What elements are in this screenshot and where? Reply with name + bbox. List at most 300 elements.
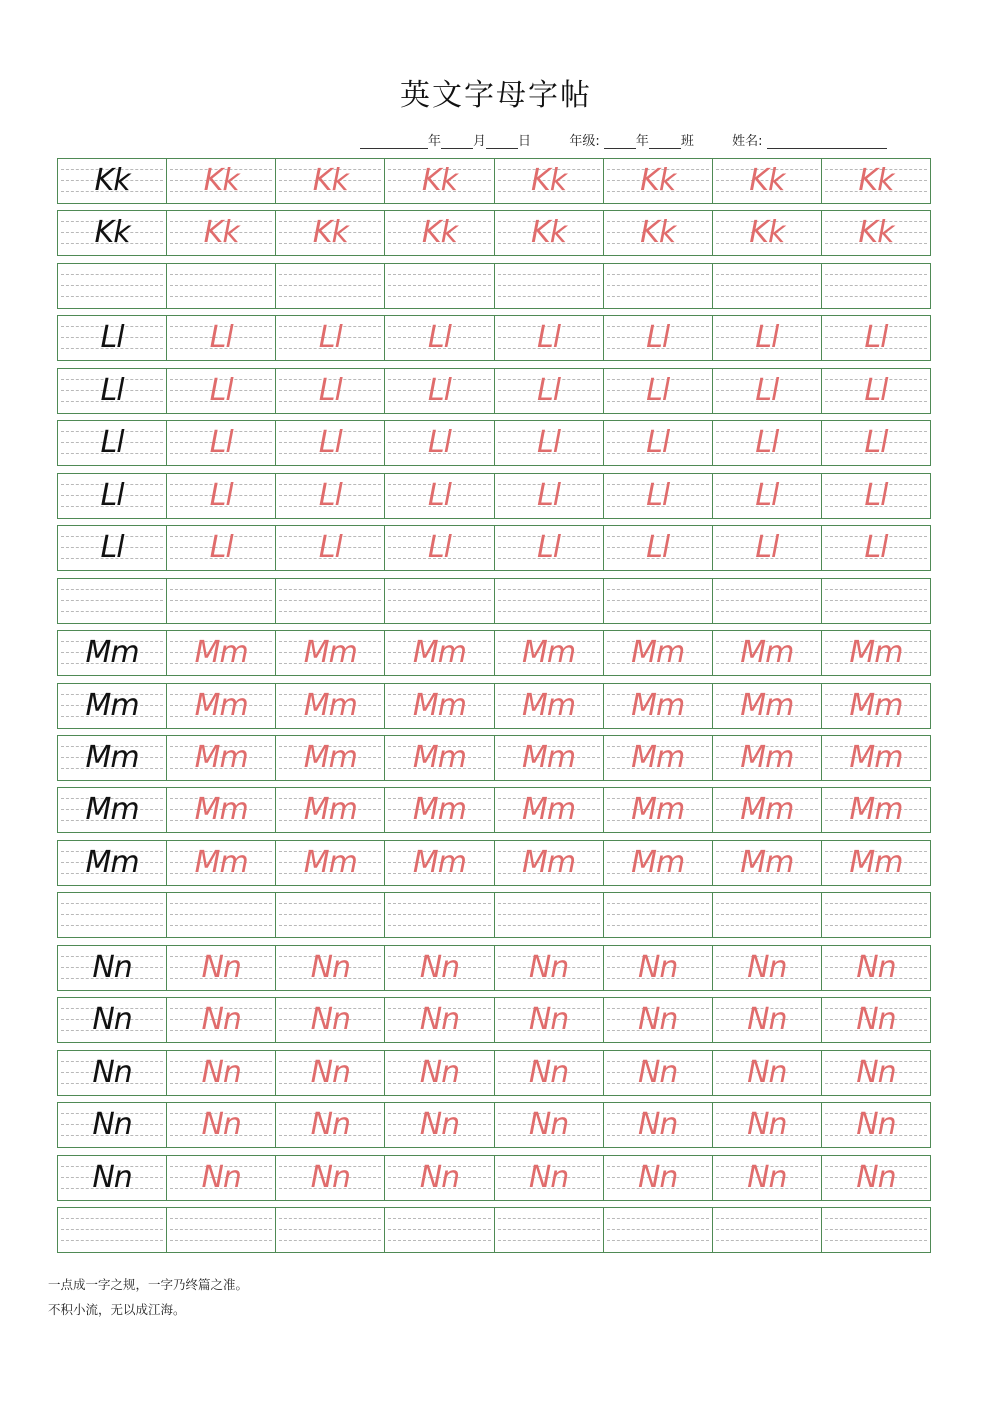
trace-letter: Ll	[318, 530, 342, 565]
trace-letter: Kk	[640, 215, 676, 250]
guide-line	[498, 1218, 600, 1219]
trace-cell[interactable]	[385, 893, 494, 937]
guide-line	[825, 1229, 927, 1230]
trace-cell[interactable]	[495, 474, 604, 518]
trace-letter: Kk	[421, 163, 457, 198]
trace-cell[interactable]	[604, 264, 713, 308]
guide-line	[607, 1229, 709, 1230]
guide-line	[716, 589, 818, 590]
trace-cell[interactable]	[276, 159, 385, 203]
trace-letter: Mm	[303, 740, 357, 775]
trace-letter: Kk	[312, 163, 348, 198]
trace-cell[interactable]	[495, 998, 604, 1042]
trace-cell[interactable]	[276, 264, 385, 308]
trace-cell[interactable]	[276, 893, 385, 937]
trace-cell[interactable]	[495, 788, 604, 832]
trace-cell[interactable]	[276, 684, 385, 728]
trace-letter: Mm	[412, 740, 466, 775]
guide-line	[825, 1240, 927, 1241]
trace-cell[interactable]	[385, 264, 494, 308]
trace-cell[interactable]	[713, 893, 822, 937]
trace-letter: Nn	[637, 1107, 678, 1142]
trace-letter: Ll	[646, 320, 670, 355]
trace-cell[interactable]	[713, 736, 822, 780]
trace-cell[interactable]	[822, 841, 930, 885]
trace-cell[interactable]	[167, 1156, 276, 1200]
trace-cell[interactable]	[276, 526, 385, 570]
trace-cell[interactable]	[713, 841, 822, 885]
guide-line	[279, 1229, 381, 1230]
trace-cell[interactable]	[167, 684, 276, 728]
trace-letter: Nn	[637, 1160, 678, 1195]
model-cell[interactable]	[58, 788, 167, 832]
trace-cell[interactable]	[276, 211, 385, 255]
guide-line	[825, 903, 927, 904]
trace-cell[interactable]	[167, 1051, 276, 1095]
trace-cell[interactable]	[385, 841, 494, 885]
guide-line	[388, 285, 490, 286]
trace-cell[interactable]	[604, 631, 713, 675]
trace-cell[interactable]	[495, 946, 604, 990]
trace-letter: Nn	[201, 950, 241, 985]
trace-cell[interactable]	[385, 1051, 494, 1095]
trace-cell[interactable]	[822, 946, 930, 990]
trace-cell[interactable]	[822, 579, 930, 623]
trace-cell[interactable]	[604, 1208, 713, 1252]
trace-letter: Nn	[419, 1160, 460, 1195]
practice-row	[57, 525, 931, 571]
trace-letter: Ll	[864, 478, 888, 513]
trace-letter: Mm	[194, 792, 248, 827]
trace-letter: Nn	[747, 1002, 787, 1037]
trace-cell[interactable]	[495, 631, 604, 675]
trace-cell[interactable]	[713, 211, 822, 255]
guide-line	[279, 925, 381, 926]
guide-line	[61, 611, 163, 612]
trace-cell[interactable]	[604, 316, 713, 360]
trace-cell[interactable]	[604, 159, 713, 203]
trace-cell[interactable]	[167, 893, 276, 937]
footer-quote-1: 一点成一字之规，一字乃终篇之准。	[48, 1277, 249, 1292]
trace-cell[interactable]	[276, 631, 385, 675]
trace-cell[interactable]	[713, 264, 822, 308]
trace-cell[interactable]	[167, 264, 276, 308]
class-blank[interactable]	[649, 136, 681, 149]
trace-cell[interactable]	[495, 316, 604, 360]
trace-letter: Kk	[421, 215, 457, 250]
trace-cell[interactable]	[495, 369, 604, 413]
model-cell[interactable]	[58, 893, 167, 937]
model-cell[interactable]	[58, 841, 167, 885]
trace-cell[interactable]	[495, 526, 604, 570]
guide-line	[716, 274, 818, 275]
trace-letter: Mm	[194, 845, 248, 880]
guide-line	[498, 914, 600, 915]
model-cell[interactable]	[58, 631, 167, 675]
practice-row	[57, 263, 931, 309]
guide-line	[388, 1218, 490, 1219]
trace-cell[interactable]	[276, 736, 385, 780]
guide-line	[388, 1240, 490, 1241]
trace-letter: Ll	[755, 373, 779, 408]
grade-year-blank[interactable]	[604, 136, 636, 149]
trace-cell[interactable]	[495, 1103, 604, 1147]
trace-cell[interactable]	[713, 631, 822, 675]
trace-cell[interactable]	[167, 474, 276, 518]
practice-row	[57, 787, 931, 833]
model-cell[interactable]	[58, 316, 167, 360]
model-letter: Nn	[92, 1160, 132, 1195]
trace-cell[interactable]	[495, 893, 604, 937]
model-letter: Mm	[85, 845, 139, 880]
trace-letter: Nn	[856, 950, 896, 985]
class-label: 班	[680, 134, 694, 149]
trace-cell[interactable]	[822, 788, 930, 832]
trace-cell[interactable]	[604, 1156, 713, 1200]
trace-letter: Mm	[303, 845, 357, 880]
trace-cell[interactable]	[167, 998, 276, 1042]
trace-cell[interactable]	[713, 1103, 822, 1147]
trace-cell[interactable]	[276, 998, 385, 1042]
trace-cell[interactable]	[713, 526, 822, 570]
trace-cell[interactable]	[385, 211, 494, 255]
trace-cell[interactable]	[385, 526, 494, 570]
trace-cell[interactable]	[822, 736, 930, 780]
trace-cell[interactable]	[604, 736, 713, 780]
trace-cell[interactable]	[167, 211, 276, 255]
practice-row	[57, 1102, 931, 1148]
trace-cell[interactable]	[276, 579, 385, 623]
trace-cell[interactable]	[495, 211, 604, 255]
trace-cell[interactable]	[822, 474, 930, 518]
guide-line	[170, 1218, 272, 1219]
trace-cell[interactable]	[713, 684, 822, 728]
trace-letter: Ll	[755, 478, 779, 513]
trace-cell[interactable]	[495, 1051, 604, 1095]
trace-cell[interactable]	[385, 946, 494, 990]
trace-letter: Nn	[856, 1107, 896, 1142]
trace-cell[interactable]	[604, 841, 713, 885]
model-cell[interactable]	[58, 1156, 167, 1200]
guide-line	[61, 274, 163, 275]
trace-cell[interactable]	[604, 1051, 713, 1095]
trace-cell[interactable]	[713, 159, 822, 203]
trace-letter: Nn	[528, 1002, 569, 1037]
model-cell[interactable]	[58, 159, 167, 203]
trace-cell[interactable]	[167, 788, 276, 832]
trace-cell[interactable]	[822, 316, 930, 360]
trace-cell[interactable]	[385, 1208, 494, 1252]
trace-cell[interactable]	[713, 579, 822, 623]
practice-row	[57, 683, 931, 729]
trace-letter: Mm	[194, 635, 248, 670]
practice-row	[57, 630, 931, 676]
trace-cell[interactable]	[604, 893, 713, 937]
trace-cell[interactable]	[604, 526, 713, 570]
trace-cell[interactable]	[713, 1208, 822, 1252]
trace-cell[interactable]	[167, 526, 276, 570]
trace-cell[interactable]	[713, 788, 822, 832]
model-cell[interactable]	[58, 998, 167, 1042]
guide-line	[716, 600, 818, 601]
trace-letter: Nn	[310, 1107, 351, 1142]
guide-line	[61, 285, 163, 286]
trace-letter: Ll	[209, 425, 233, 460]
trace-cell[interactable]	[713, 998, 822, 1042]
trace-cell[interactable]	[276, 1103, 385, 1147]
model-cell[interactable]	[58, 264, 167, 308]
trace-cell[interactable]	[822, 1156, 930, 1200]
trace-cell[interactable]	[822, 1208, 930, 1252]
trace-letter: Nn	[856, 1160, 896, 1195]
guide-line	[825, 296, 927, 297]
trace-letter: Nn	[856, 1002, 896, 1037]
trace-cell[interactable]	[713, 421, 822, 465]
trace-cell[interactable]	[385, 736, 494, 780]
name-label: 姓名:	[732, 134, 763, 149]
trace-cell[interactable]	[276, 369, 385, 413]
trace-cell[interactable]	[276, 474, 385, 518]
trace-cell[interactable]	[276, 788, 385, 832]
guide-line	[498, 274, 600, 275]
model-cell[interactable]	[58, 946, 167, 990]
trace-cell[interactable]	[713, 1156, 822, 1200]
trace-letter: Mm	[412, 635, 466, 670]
guide-line	[825, 925, 927, 926]
guide-line	[716, 1240, 818, 1241]
trace-cell[interactable]	[604, 211, 713, 255]
trace-cell[interactable]	[495, 736, 604, 780]
trace-letter: Ll	[209, 373, 233, 408]
trace-letter: Ll	[427, 478, 451, 513]
guide-line	[170, 274, 272, 275]
trace-cell[interactable]	[495, 421, 604, 465]
trace-cell[interactable]	[167, 946, 276, 990]
model-cell[interactable]	[58, 369, 167, 413]
model-letter: Mm	[85, 635, 139, 670]
trace-letter: Ll	[318, 425, 342, 460]
guide-line	[498, 296, 600, 297]
trace-cell[interactable]	[713, 946, 822, 990]
trace-letter: Ll	[755, 530, 779, 565]
year-blank[interactable]	[360, 136, 428, 149]
model-cell[interactable]	[58, 579, 167, 623]
model-cell[interactable]	[58, 1051, 167, 1095]
trace-cell[interactable]	[604, 474, 713, 518]
trace-letter: Nn	[310, 1055, 351, 1090]
trace-letter: Nn	[201, 1055, 241, 1090]
trace-cell[interactable]	[276, 421, 385, 465]
guide-line	[388, 274, 490, 275]
model-cell[interactable]	[58, 421, 167, 465]
trace-letter: Ll	[755, 425, 779, 460]
trace-cell[interactable]	[822, 998, 930, 1042]
trace-letter: Kk	[749, 215, 785, 250]
trace-cell[interactable]	[495, 1156, 604, 1200]
trace-letter: Mm	[522, 688, 576, 723]
trace-cell[interactable]	[385, 631, 494, 675]
trace-cell[interactable]	[822, 421, 930, 465]
guide-line	[388, 903, 490, 904]
trace-cell[interactable]	[713, 474, 822, 518]
trace-letter: Mm	[631, 792, 685, 827]
guide-line	[61, 1240, 163, 1241]
practice-row	[57, 735, 931, 781]
trace-cell[interactable]	[822, 893, 930, 937]
model-cell[interactable]	[58, 1103, 167, 1147]
trace-cell[interactable]	[822, 631, 930, 675]
trace-letter: Ll	[755, 320, 779, 355]
trace-cell[interactable]	[276, 316, 385, 360]
trace-cell[interactable]	[276, 841, 385, 885]
trace-cell[interactable]	[276, 946, 385, 990]
day-blank[interactable]	[486, 136, 518, 149]
trace-cell[interactable]	[604, 998, 713, 1042]
page-title: 英文字母字帖	[400, 78, 592, 113]
trace-cell[interactable]	[385, 1156, 494, 1200]
trace-letter: Nn	[419, 1055, 460, 1090]
trace-letter: Nn	[201, 1160, 241, 1195]
guide-line	[498, 925, 600, 926]
trace-cell[interactable]	[276, 1208, 385, 1252]
trace-cell[interactable]	[167, 631, 276, 675]
trace-cell[interactable]	[167, 736, 276, 780]
model-letter: Ll	[100, 425, 124, 460]
trace-cell[interactable]	[822, 369, 930, 413]
guide-line	[607, 1240, 709, 1241]
guide-line	[388, 296, 490, 297]
trace-letter: Kk	[531, 215, 567, 250]
trace-cell[interactable]	[604, 788, 713, 832]
guide-line	[279, 903, 381, 904]
guide-line	[170, 1240, 272, 1241]
trace-cell[interactable]	[822, 211, 930, 255]
trace-cell[interactable]	[385, 579, 494, 623]
trace-letter: Kk	[531, 163, 567, 198]
trace-cell[interactable]	[167, 579, 276, 623]
trace-cell[interactable]	[604, 369, 713, 413]
trace-letter: Kk	[203, 215, 239, 250]
guide-line	[607, 600, 709, 601]
trace-letter: Nn	[419, 1107, 460, 1142]
model-cell[interactable]	[58, 526, 167, 570]
trace-cell[interactable]	[276, 1051, 385, 1095]
trace-cell[interactable]	[385, 316, 494, 360]
trace-cell[interactable]	[385, 1103, 494, 1147]
trace-letter: Mm	[412, 845, 466, 880]
trace-cell[interactable]	[167, 841, 276, 885]
trace-letter: Kk	[640, 163, 676, 198]
trace-cell[interactable]	[385, 474, 494, 518]
trace-cell[interactable]	[495, 579, 604, 623]
trace-cell[interactable]	[495, 1208, 604, 1252]
trace-cell[interactable]	[713, 369, 822, 413]
guide-line	[607, 611, 709, 612]
model-cell[interactable]	[58, 736, 167, 780]
trace-cell[interactable]	[167, 1208, 276, 1252]
model-cell[interactable]	[58, 684, 167, 728]
month-blank[interactable]	[441, 136, 473, 149]
guide-line	[170, 589, 272, 590]
trace-cell[interactable]	[822, 1103, 930, 1147]
trace-letter: Nn	[310, 1160, 351, 1195]
trace-letter: Mm	[740, 635, 794, 670]
trace-letter: Nn	[637, 950, 678, 985]
guide-line	[716, 296, 818, 297]
trace-cell[interactable]	[276, 1156, 385, 1200]
trace-cell[interactable]	[822, 264, 930, 308]
trace-cell[interactable]	[167, 159, 276, 203]
trace-cell[interactable]	[713, 1051, 822, 1095]
trace-letter: Nn	[747, 1107, 787, 1142]
trace-cell[interactable]	[167, 316, 276, 360]
model-cell[interactable]	[58, 474, 167, 518]
trace-cell[interactable]	[604, 1103, 713, 1147]
trace-letter: Mm	[740, 792, 794, 827]
trace-letter: Mm	[849, 740, 903, 775]
trace-cell[interactable]	[604, 684, 713, 728]
trace-cell[interactable]	[713, 316, 822, 360]
trace-cell[interactable]	[604, 946, 713, 990]
trace-letter: Ll	[864, 425, 888, 460]
trace-letter: Mm	[412, 688, 466, 723]
trace-cell[interactable]	[385, 998, 494, 1042]
trace-cell[interactable]	[167, 1103, 276, 1147]
trace-cell[interactable]	[822, 684, 930, 728]
guide-line	[825, 274, 927, 275]
model-letter: Ll	[100, 320, 124, 355]
practice-row	[57, 368, 931, 414]
trace-cell[interactable]	[604, 579, 713, 623]
trace-cell[interactable]	[167, 369, 276, 413]
model-letter: Nn	[92, 1107, 132, 1142]
trace-cell[interactable]	[385, 159, 494, 203]
guide-line	[170, 296, 272, 297]
trace-cell[interactable]	[495, 264, 604, 308]
practice-row	[57, 1155, 931, 1201]
trace-cell[interactable]	[495, 841, 604, 885]
guide-line	[279, 914, 381, 915]
trace-cell[interactable]	[385, 684, 494, 728]
trace-cell[interactable]	[385, 421, 494, 465]
trace-letter: Ll	[537, 373, 561, 408]
trace-letter: Mm	[194, 688, 248, 723]
model-letter: Ll	[100, 373, 124, 408]
guide-line	[825, 1218, 927, 1219]
trace-letter: Ll	[537, 530, 561, 565]
trace-cell[interactable]	[604, 421, 713, 465]
name-blank[interactable]	[767, 136, 887, 149]
model-cell[interactable]	[58, 211, 167, 255]
guide-line	[825, 600, 927, 601]
trace-cell[interactable]	[822, 526, 930, 570]
model-cell[interactable]	[58, 1208, 167, 1252]
trace-cell[interactable]	[385, 369, 494, 413]
trace-cell[interactable]	[385, 788, 494, 832]
trace-letter: Mm	[522, 740, 576, 775]
trace-letter: Kk	[858, 163, 894, 198]
trace-letter: Nn	[310, 950, 351, 985]
trace-cell[interactable]	[495, 684, 604, 728]
trace-cell[interactable]	[822, 1051, 930, 1095]
trace-cell[interactable]	[822, 159, 930, 203]
trace-letter: Mm	[522, 792, 576, 827]
trace-letter: Mm	[412, 792, 466, 827]
guide-line	[388, 1229, 490, 1230]
trace-cell[interactable]	[167, 421, 276, 465]
guide-line	[61, 1229, 163, 1230]
trace-cell[interactable]	[495, 159, 604, 203]
